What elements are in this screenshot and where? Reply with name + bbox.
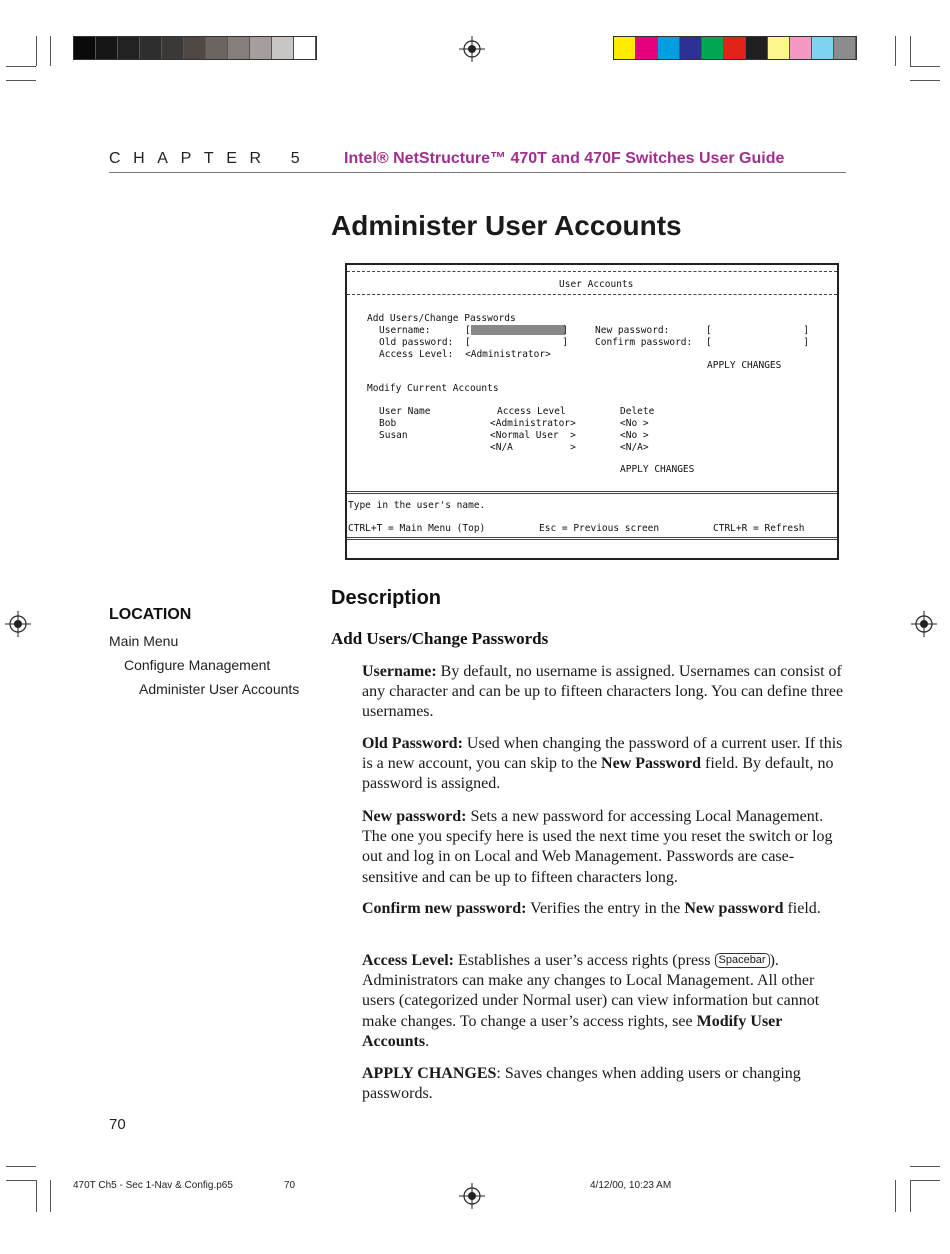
- new-password-field: [ ]: [706, 325, 809, 336]
- access-level-value: <Administrator>: [465, 349, 551, 360]
- slug-timestamp: 4/12/00, 10:23 AM: [590, 1180, 672, 1191]
- body-text: Sets a new password for accessing Local Management. The one you specify here is used the next time you reset the switch or log out and log in on Local and Web Management. Passwords are case-sensitive and can be up to fifteen characters long.: [362, 808, 833, 886]
- divider: [347, 294, 837, 295]
- color-swatch: [768, 37, 790, 59]
- color-bar: [613, 36, 857, 60]
- crop-mark: [36, 36, 37, 66]
- footer-previous-screen: Esc = Previous screen: [539, 523, 660, 534]
- crop-mark: [50, 1180, 51, 1212]
- registration-mark-icon: [459, 36, 485, 62]
- location-item: Administer User Accounts: [139, 681, 300, 697]
- confirm-password-description: [362, 899, 848, 919]
- access-level-description: [362, 951, 848, 1052]
- old-password-label: Old password:: [379, 337, 454, 348]
- crop-mark: [910, 80, 940, 81]
- access-level-label: Access Level:: [379, 349, 454, 360]
- crop-mark: [910, 36, 911, 66]
- username-description: [362, 662, 848, 723]
- chapter-label: CHAPTER 5: [109, 150, 313, 167]
- term: APPLY CHANGES: [362, 1065, 497, 1082]
- color-swatch: [250, 37, 272, 59]
- color-swatch: [184, 37, 206, 59]
- grayscale-bar: [73, 36, 317, 60]
- divider: [347, 271, 837, 272]
- old-password-description: [362, 734, 848, 795]
- color-swatch: [702, 37, 724, 59]
- color-swatch: [790, 37, 812, 59]
- crop-mark: [910, 1166, 940, 1167]
- crop-mark: [50, 36, 51, 66]
- term: Username:: [362, 663, 437, 680]
- apply-changes-label: APPLY CHANGES: [707, 360, 782, 371]
- apply-changes-description: [362, 1064, 848, 1104]
- help-text: Type in the user's name.: [348, 500, 486, 511]
- spacebar-key: Spacebar: [715, 953, 770, 968]
- body-text: Verifies the entry in the: [526, 900, 685, 917]
- body-text: ). Administrators can make any changes to Local Management. All other users (categorized under Normal user) can view information but cannot make changes. To change a user’s access rights, see: [362, 952, 820, 1030]
- crop-mark: [6, 80, 36, 81]
- account-access-level: <Normal User >: [490, 430, 576, 441]
- term: Access Level:: [362, 952, 454, 969]
- crop-mark: [6, 1180, 36, 1181]
- footer-refresh: CTRL+R = Refresh: [713, 523, 805, 534]
- color-swatch: [118, 37, 140, 59]
- registration-mark-icon: [459, 1183, 485, 1209]
- account-delete: <No >: [620, 418, 649, 429]
- account-user-name: Susan: [379, 430, 408, 441]
- description-heading: Description: [331, 587, 442, 609]
- body-text: field.: [783, 900, 821, 917]
- new-password-description: [362, 807, 848, 888]
- body-text: Establishes a user’s access rights (press: [453, 952, 715, 969]
- color-swatch: [228, 37, 250, 59]
- term: Old Password:: [362, 735, 463, 752]
- footer-main-menu: CTRL+T = Main Menu (Top): [348, 523, 486, 534]
- old-password-field: [ ]: [465, 337, 568, 348]
- crop-mark: [910, 1180, 911, 1212]
- crop-mark: [895, 1180, 896, 1212]
- account-delete: <N/A>: [620, 442, 649, 453]
- slug-page-number: 70: [284, 1180, 296, 1191]
- confirm-password-field: [ ]: [706, 337, 809, 348]
- crop-mark: [910, 1180, 940, 1181]
- section-modify-accounts: Modify Current Accounts: [367, 383, 499, 394]
- body-text: : Saves changes when adding users or changing passwords.: [362, 1065, 801, 1103]
- description-subheading: Add Users/Change Passwords: [331, 629, 549, 648]
- color-swatch: [658, 37, 680, 59]
- divider: [347, 491, 837, 492]
- book-title: Intel® NetStructure™ 470T and 470F Switches User Guide: [344, 150, 785, 167]
- term: Confirm new password:: [362, 900, 527, 917]
- body-text: .: [425, 1032, 430, 1050]
- color-swatch: [636, 37, 658, 59]
- color-swatch: [680, 37, 702, 59]
- field-reference: New Password: [601, 755, 702, 773]
- account-delete: <No >: [620, 430, 649, 441]
- location-heading: LOCATION: [109, 606, 192, 623]
- column-header: User Name: [379, 406, 431, 417]
- username-field: [ ]: [465, 325, 568, 336]
- color-swatch: [206, 37, 228, 59]
- apply-changes-label: APPLY CHANGES: [620, 464, 695, 475]
- color-swatch: [746, 37, 768, 59]
- color-swatch: [614, 37, 636, 59]
- username-label: Username:: [379, 325, 431, 336]
- color-swatch: [74, 37, 96, 59]
- section-add-users: Add Users/Change Passwords: [367, 313, 516, 324]
- location-item: Configure Management: [124, 657, 271, 673]
- registration-mark-icon: [911, 611, 937, 637]
- divider: [347, 537, 837, 538]
- location-item: Main Menu: [109, 633, 179, 649]
- color-swatch: [812, 37, 834, 59]
- crop-mark: [910, 66, 940, 67]
- slug-file-name: 470T Ch5 - Sec 1-Nav & Config.p65: [73, 1180, 233, 1191]
- color-swatch: [162, 37, 184, 59]
- account-user-name: Bob: [379, 418, 397, 429]
- term: New password:: [362, 808, 467, 825]
- body-text: By default, no username is assigned. Usernames can consist of any character and can be up to fifteen characters long. You can define three usernames.: [362, 663, 844, 721]
- running-header: [109, 150, 846, 173]
- body-text: Used when changing the password of a current user. If this is a new account, you can skip to the: [362, 735, 843, 773]
- account-access-level: <N/A >: [490, 442, 576, 453]
- confirm-password-label: Confirm password:: [595, 337, 693, 348]
- crop-mark: [6, 1166, 36, 1167]
- terminal-screenshot: [345, 263, 839, 560]
- color-swatch: [272, 37, 294, 59]
- column-header: Access Level: [497, 406, 566, 417]
- column-header: Delete: [620, 406, 655, 417]
- body-text: field. By default, no password is assigned.: [362, 755, 834, 793]
- crop-mark: [36, 1180, 37, 1212]
- screen-title: User Accounts: [559, 279, 634, 290]
- color-swatch: [294, 37, 316, 59]
- new-password-label: New password:: [595, 325, 670, 336]
- color-swatch: [96, 37, 118, 59]
- color-swatch: [140, 37, 162, 59]
- account-access-level: <Administrator>: [490, 418, 576, 429]
- registration-mark-icon: [5, 611, 31, 637]
- field-reference: New password: [684, 900, 784, 917]
- section-reference: Modify User Accounts: [362, 1012, 783, 1050]
- page-title: Administer User Accounts: [331, 210, 682, 241]
- color-swatch: [724, 37, 746, 59]
- color-swatch: [834, 37, 856, 59]
- page-number: 70: [109, 1116, 126, 1133]
- crop-mark: [6, 66, 36, 67]
- crop-mark: [895, 36, 896, 66]
